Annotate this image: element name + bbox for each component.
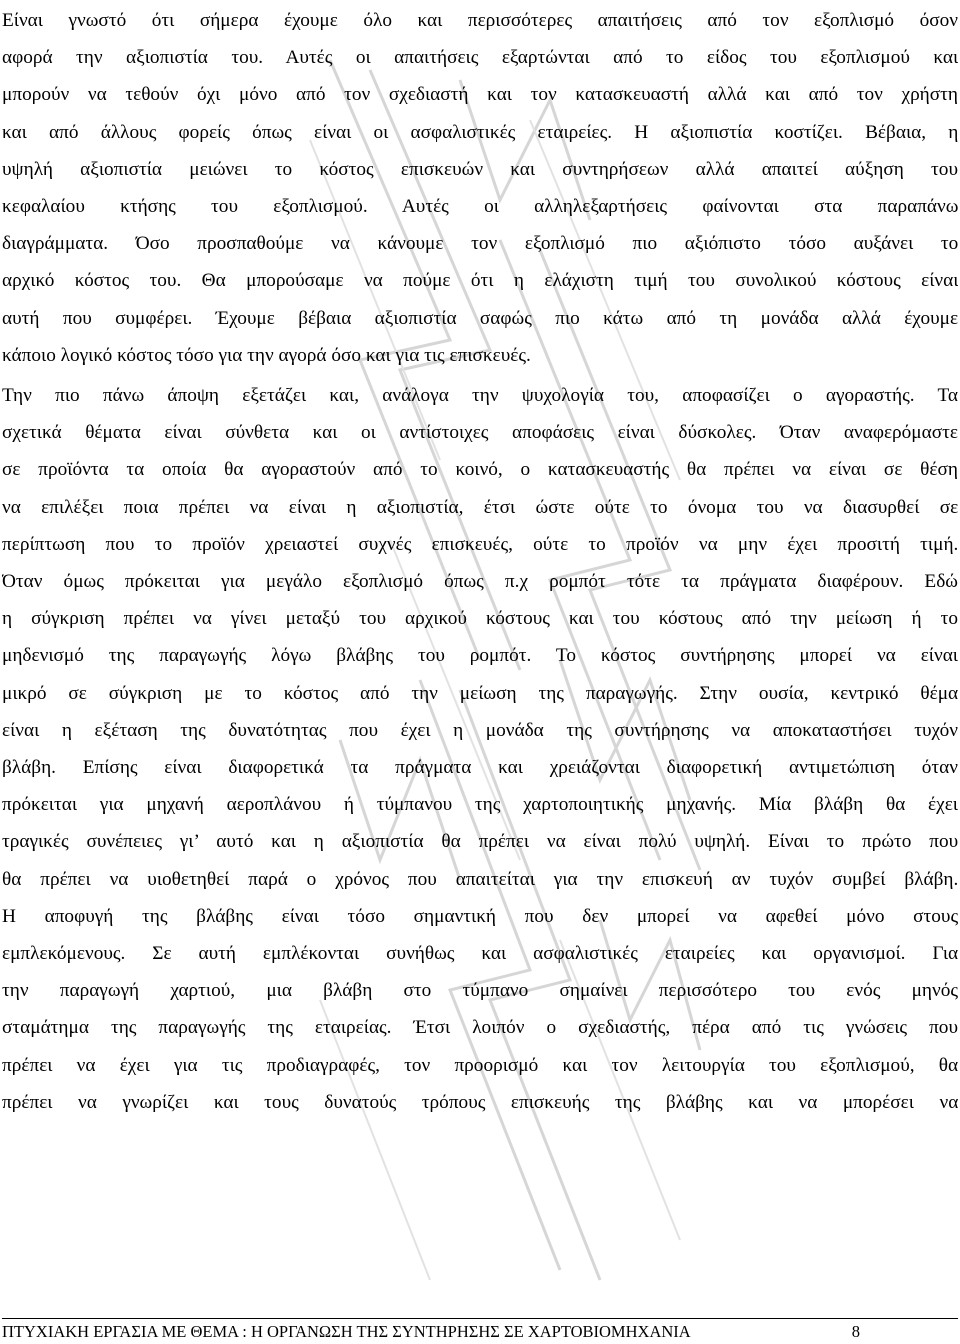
text-line: Είναι γνωστό ότι σήμερα έχουμε όλο και περισσότερες απαιτήσεις από τον εξοπλισμό όσον [2,10,958,31]
footer-rule [2,1318,958,1319]
text-line: βλάβη. Επίσης είναι διαφορετικά τα πράγματα και χρειάζονται διαφορετική αντιμετώπιση όταν [2,757,958,779]
text-line: η σύγκριση πρέπει να γίνει μεταξύ του αρχικού κόστους και του κόστους από την μείωση ή το [2,608,958,630]
text-line: εμπλεκόμενους. Σε αυτή εμπλέκονται συνήθως και ασφαλιστικές εταιρείες και οργανισμοί. Για [2,943,958,965]
text-line: κεφαλαίου κτήσης του εξοπλισμού. Αυτές οι αλληλεξαρτήσεις φαίνονται στα παραπάνω [2,196,958,218]
text-line: θα πρέπει να υιοθετηθεί παρά ο χρόνος που απαιτείται για την επισκευή αν τυχόν συμβεί βλάβη. [2,868,958,890]
text-line: Την πιο πάνω άποψη εξετάζει και, ανάλογα την ψυχολογία του, αποφασίζει ο αγοραστής. Τα [2,385,958,407]
text-line: Όταν όμως πρόκειται για μεγάλο εξοπλισμό όπως π.χ ρομπότ τότε τα πράγματα διαφέρουν. Εδώ [2,571,958,593]
text-line: πρόκειται για μηχανή αεροπλάνου ή τύμπανου της χαρτοποιητικής μηχανής. Μία βλάβη θα έχει [2,794,958,816]
text-line: διαγράμματα. Όσο προσπαθούμε να κάνουμε τον εξοπλισμό πιο αξιόπιστο τόσο αυξάνει το [2,233,958,255]
page-footer [2,1318,958,1344]
text-line: μηδενισμό της παραγωγής λόγω βλάβης του ρομπότ. Το κόστος συντήρησης μπορεί να είναι [2,645,958,667]
text-line: υψηλή αξιοπιστία μειώνει το κόστος επισκευών και συντηρήσεων αλλά απαιτεί αύξηση του [2,158,958,180]
text-line: και από άλλους φορείς όπως είναι οι ασφαλιστικές εταιρείες. Η αξιοπιστία κοστίζει. Βέβαια, η [2,121,958,143]
footer-title: ΠΤΥΧΙΑΚΗ ΕΡΓΑΣΙΑ ΜΕ ΘΕΜΑ : Η ΟΡΓΑΝΩΣΗ ΤΗΣ ΣΥΝΤΗΡΗΣΗΣ ΣΕ ΧΑΡΤΟΒΙΟΜΗΧΑΝΙΑ [2,1322,691,1341]
text-line: αρχικό κόστος του. Θα μπορούσαμε να πούμε ότι η ελάχιστη τιμή του συνολικού κόστους είναι [2,270,958,292]
text-line: σε προϊόντα τα οποία θα αγοραστούν από το κοινό, ο κατασκευαστής θα πρέπει να είναι σε θέση [2,459,958,481]
text-line: αφορά την αξιοπιστία του. Αυτές οι απαιτήσεις εξαρτώνται από το είδος του εξοπλισμού και [2,47,958,69]
page-number: 8 [851,1322,860,1341]
text-line: περίπτωση που το προϊόν χρειαστεί συχνές επισκευές, ούτε το προϊόν να μην έχει προσιτή τιμή. [2,533,958,555]
text-line: τραγικές συνέπειες γι’ αυτό και η αξιοπιστία θα πρέπει να είναι πολύ υψηλή. Είναι το πρώτο που [2,831,958,853]
text-line: σταμάτημα της παραγωγής της εταιρείας. Έτσι λοιπόν ο σχεδιαστής, πέρα από τις γνώσεις που [2,1017,958,1039]
text-line: μικρό σε σύγκριση με το κόστος από την μείωση της παραγωγής. Στην ουσία, κεντρικό θέμα [2,682,958,704]
paragraph-2 [2,377,958,1121]
text-line: πρέπει να γνωρίζει και τους δυνατούς τρόπους επισκευής της βλάβης και να μπορέσει να [2,1091,958,1113]
text-line: μπορούν να τεθούν όχι μόνο από τον σχεδιαστή και τον κατασκευαστή αλλά και από τον χρήστη [2,84,958,106]
text-line: Η αποφυγή της βλάβης είναι τόσο σημαντική που δεν μπορεί να αφεθεί μόνο στους [2,905,958,927]
text-line: να επιλέξει ποια πρέπει να είναι η αξιοπιστία, έτσι ώστε ούτε το όνομα του να διασυρθεί σε [2,496,958,518]
text-line: κάποιο λογικό κόστος τόσο για την αγορά όσο και για τις επισκευές. [2,344,531,366]
body-text [2,0,958,1121]
text-line: πρέπει να έχει για τις προδιαγραφές, τον προορισμό και τον λειτουργία του εξοπλισμού, θα [2,1054,958,1076]
text-line: αυτή που συμφέρει. Έχουμε βέβαια αξιοπιστία σαφώς πιο κάτω από τη μονάδα αλλά έχουμε [2,307,958,329]
text-line: είναι η εξέταση της δυνατότητας που έχει η μονάδα της συντήρησης να αποκαταστήσει τυχόν [2,719,958,741]
text-line: σχετικά θέματα είναι σύνθετα και οι αντίστοιχες αποφάσεις είναι δύσκολες. Όταν αναφερόμαστε [2,422,958,444]
paragraph-1 [2,0,958,374]
text-line: την παραγωγή χαρτιού, μια βλάβη στο τύμπανο σημαίνει περισσότερο του ενός μηνός [2,980,958,1002]
